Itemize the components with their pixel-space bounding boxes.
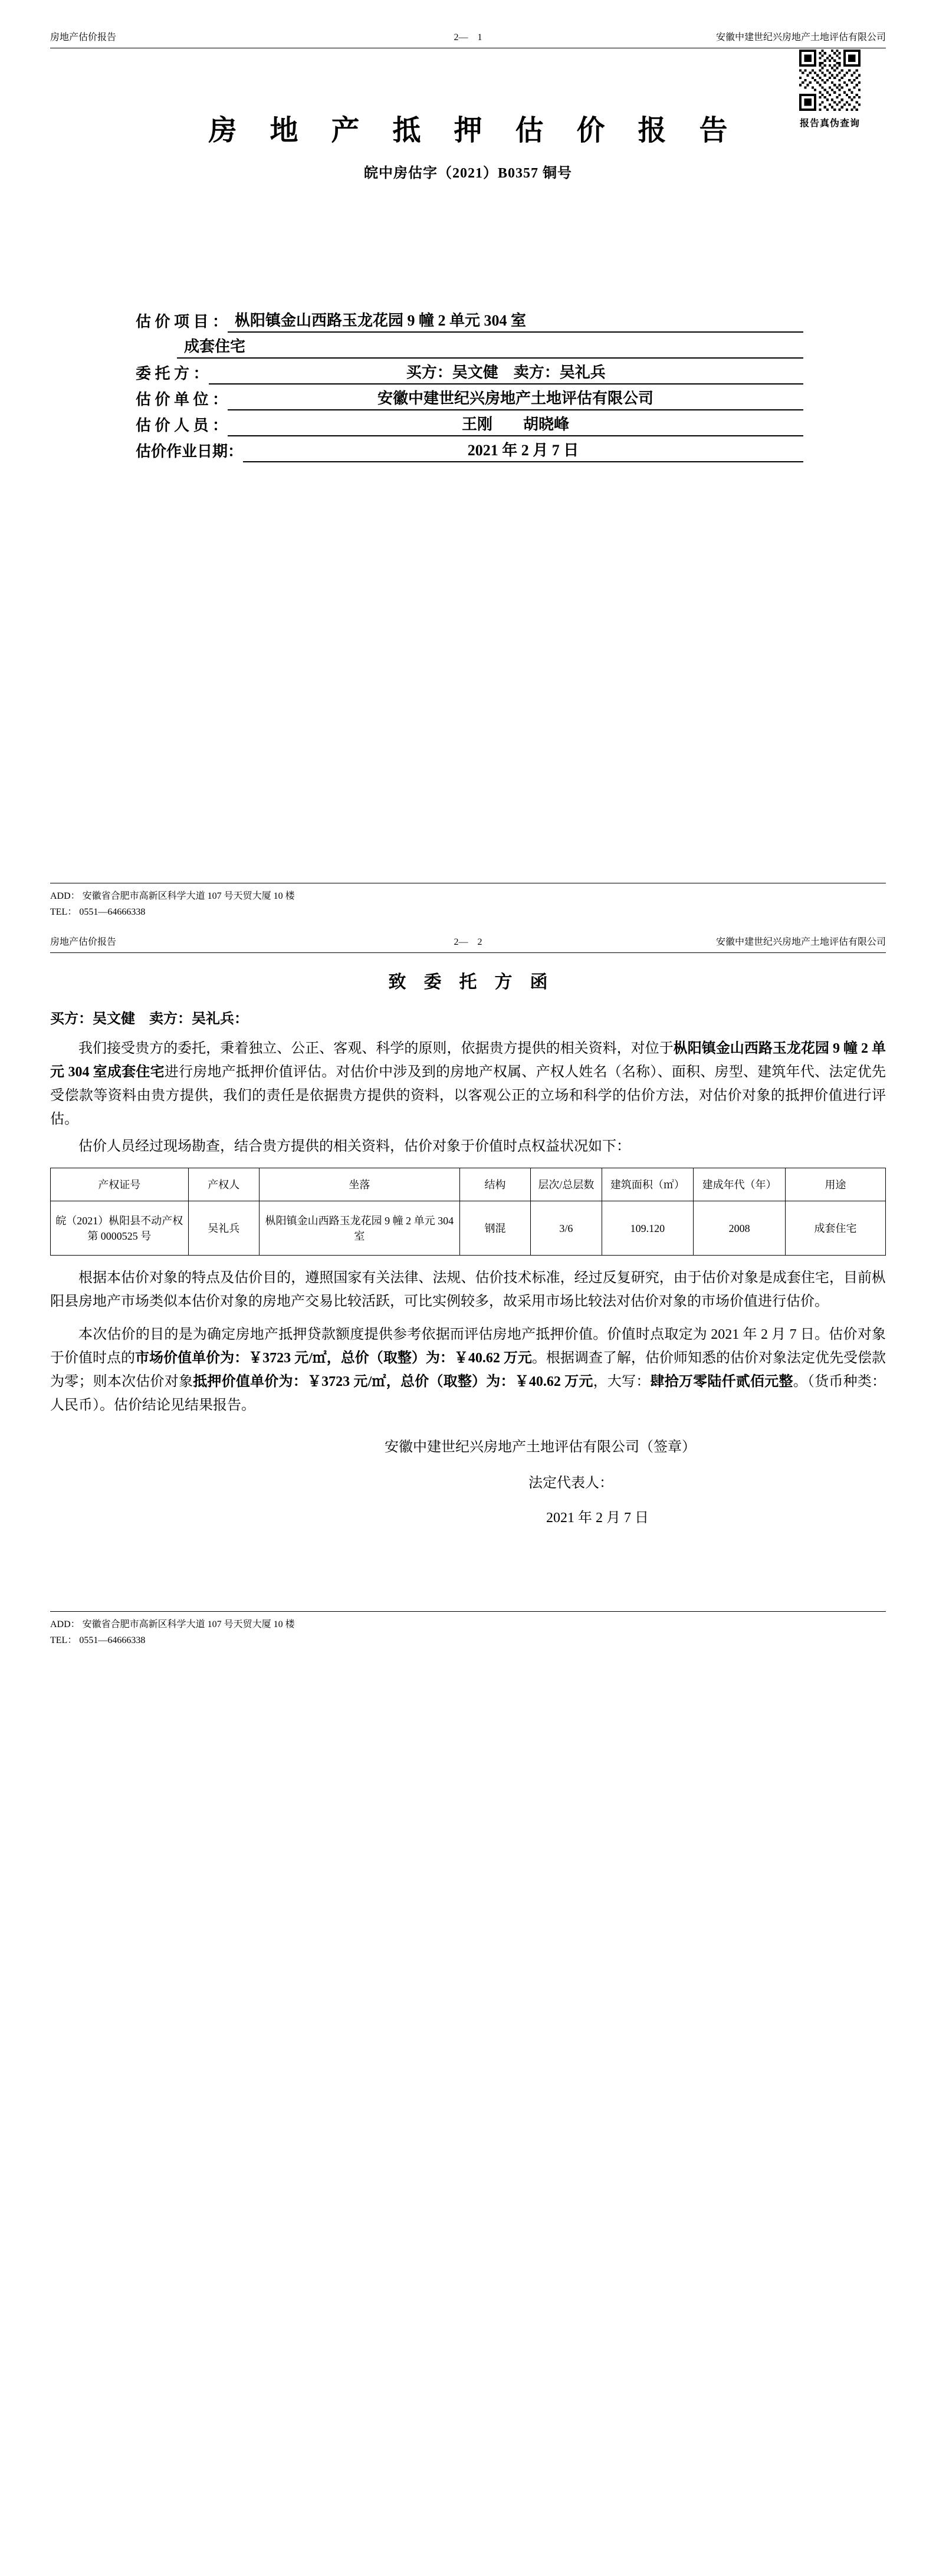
- form-row-date: [136, 436, 803, 462]
- header-company-name: 安徽中建世纪兴房地产土地评估有限公司: [715, 32, 886, 42]
- report-cover-page: [0, 0, 936, 926]
- header-doc-name: 房地产估价报告: [50, 32, 117, 42]
- table-row: [51, 1201, 886, 1256]
- staff-value: 王刚 胡晓峰: [228, 412, 803, 436]
- form-row-agency: [136, 385, 803, 410]
- page1-header: [50, 0, 886, 48]
- qr-verification-block: [799, 50, 861, 129]
- para4-text-1: 本次估价的目的是为确定房地产抵押贷款额度提供参考依据而评估房地产抵押价值。价值时点取定为 2021 年 2 月 7 日。估价对象于价值时点的: [50, 1327, 886, 1366]
- client-value: 买方：吴文健 卖方：吴礼兵: [209, 360, 803, 385]
- project-value-line2: 成套住宅: [177, 334, 803, 359]
- para4-amount-in-words-bold: 肆拾万零陆仟贰佰元整: [650, 1374, 793, 1389]
- blank-area: [0, 1654, 936, 2576]
- report-number: 皖中房估字（2021）B0357 铜号: [363, 166, 572, 181]
- project-label: 估 价 项 目 ：: [136, 313, 228, 330]
- header-page-number: 2— 2: [454, 937, 482, 947]
- table-header-row: [51, 1168, 886, 1201]
- qr-caption: 报告真伪查询: [799, 119, 860, 129]
- letter-page: [0, 926, 936, 1654]
- property-rights-table: [50, 1168, 886, 1256]
- para1-text-1: 我们接受贵方的委托，秉着独立、公正、客观、科学的原则，依据贵方提供的相关资料，对位于: [78, 1041, 674, 1056]
- cell-structure: 钢混: [459, 1201, 530, 1256]
- cell-certificate-number: 皖（2021）枞阳县不动产权第 0000525 号: [51, 1201, 189, 1256]
- col-floor: 层次/总层数: [531, 1168, 602, 1201]
- signature-legal-rep: 法定代表人：: [528, 1476, 613, 1491]
- cell-location: 枞阳镇金山西路玉龙花园 9 幢 2 单元 304 室: [259, 1201, 459, 1256]
- form-row-client: [136, 359, 803, 385]
- project-value-line1: 枞阳镇金山西路玉龙花园 9 幢 2 单元 304 室: [228, 308, 803, 333]
- para4-text-3: ，大写：: [593, 1374, 651, 1389]
- form-row-staff: [136, 410, 803, 436]
- cell-year-built: 2008: [694, 1201, 786, 1256]
- para4-text-2: 。根据调查了解，估价师知悉的估价对象法定优先受偿款为零；则本次估价对象: [50, 1351, 886, 1389]
- para4-mortgage-value-bold: 抵押价值单价为：￥3723 元/㎡，总价（取整）为：￥40.62 万元: [193, 1374, 593, 1389]
- staff-label: 估 价 人 员 ：: [136, 417, 228, 434]
- agency-value: 安徽中建世纪兴房地产土地评估有限公司: [228, 386, 803, 410]
- form-row-project: [136, 307, 803, 333]
- footer-phone: TEL： 0551—64666338: [50, 1635, 146, 1645]
- col-structure: 结构: [459, 1168, 530, 1201]
- page1-footer: [50, 883, 886, 920]
- footer-phone: TEL： 0551—64666338: [50, 907, 146, 917]
- para1-subject-bold: 枞阳镇金山西路玉龙花园 9 幢 2 单元 304 室成套住宅: [50, 1041, 886, 1080]
- date-label: 估价作业日期：: [136, 443, 244, 460]
- letter-paragraph-1: [50, 1037, 886, 1131]
- cover-form: [136, 307, 803, 462]
- page2-footer: [50, 1611, 886, 1648]
- para4-text-4: 。（货币种类：人民币）。估价结论见结果报告。: [50, 1374, 886, 1413]
- qr-code-icon: [799, 50, 861, 111]
- date-value: 2021 年 2 月 7 日: [243, 438, 803, 462]
- col-certificate-number: 产权证号: [51, 1168, 189, 1201]
- para4-market-value-bold: 市场价值单价为：￥3723 元/㎡，总价（取整）为：￥40.62 万元: [135, 1351, 532, 1366]
- signature-date: 2021 年 2 月 7 日: [546, 1510, 649, 1526]
- col-year-built: 建成年代（年）: [694, 1168, 786, 1201]
- letter-paragraph-3: 根据本估价对象的特点及估价目的，遵照国家有关法律、法规、估价技术标准，经过反复研究，由于估价对象是成套住宅，目前枞阳县房地产市场类似本估价对象的房地产交易比较活跃，可比实例较多，故采用市场比较法对估价对象的市场价值进行估价。: [50, 1270, 886, 1309]
- col-usage: 用途: [786, 1168, 886, 1201]
- footer-address: ADD： 安徽省合肥市高新区科学大道 107 号天贸大厦 10 楼: [50, 891, 295, 901]
- letter-paragraph-4: [50, 1323, 886, 1417]
- agency-label: 估 价 单 位 ：: [136, 391, 228, 408]
- header-company-name: 安徽中建世纪兴房地产土地评估有限公司: [715, 937, 886, 947]
- form-row-project-cont: [136, 333, 803, 359]
- report-title: 房 地 产 抵 押 估 价 报 告: [208, 115, 741, 146]
- page2-header: [50, 926, 886, 953]
- footer-address: ADD： 安徽省合肥市高新区科学大道 107 号天贸大厦 10 楼: [50, 1619, 295, 1629]
- para1-text-2: 进行房地产抵押价值评估。对估价中涉及到的房地产权属、产权人姓名（名称）、面积、房型、建筑年代、法定优先受偿款等资料由贵方提供，我们的责任是依据贵方提供的资料，以客观公正的立场和科学的估价方法，对估价对象的抵押价值进行评估。: [50, 1064, 886, 1127]
- letter-salutation: 买方：吴文健 卖方：吴礼兵：: [50, 1011, 248, 1027]
- cell-area: 109.120: [602, 1201, 694, 1256]
- cell-usage: 成套住宅: [786, 1201, 886, 1256]
- cell-floor: 3/6: [531, 1201, 602, 1256]
- col-location: 坐落: [259, 1168, 459, 1201]
- letter-paragraph-2: 估价人员经过现场勘查，结合贵方提供的相关资料，估价对象于价值时点权益状况如下：: [78, 1139, 630, 1154]
- header-page-number: 2— 1: [454, 32, 482, 42]
- signature-company: 安徽中建世纪兴房地产土地评估有限公司（签章）: [385, 1440, 696, 1455]
- client-label: 委 托 方 ：: [136, 365, 209, 382]
- col-owner: 产权人: [188, 1168, 259, 1201]
- col-area: 建筑面积（㎡）: [602, 1168, 694, 1201]
- letter-title: 致 委 托 方 函: [388, 972, 548, 992]
- cell-owner: 吴礼兵: [188, 1201, 259, 1256]
- header-doc-name: 房地产估价报告: [50, 937, 117, 947]
